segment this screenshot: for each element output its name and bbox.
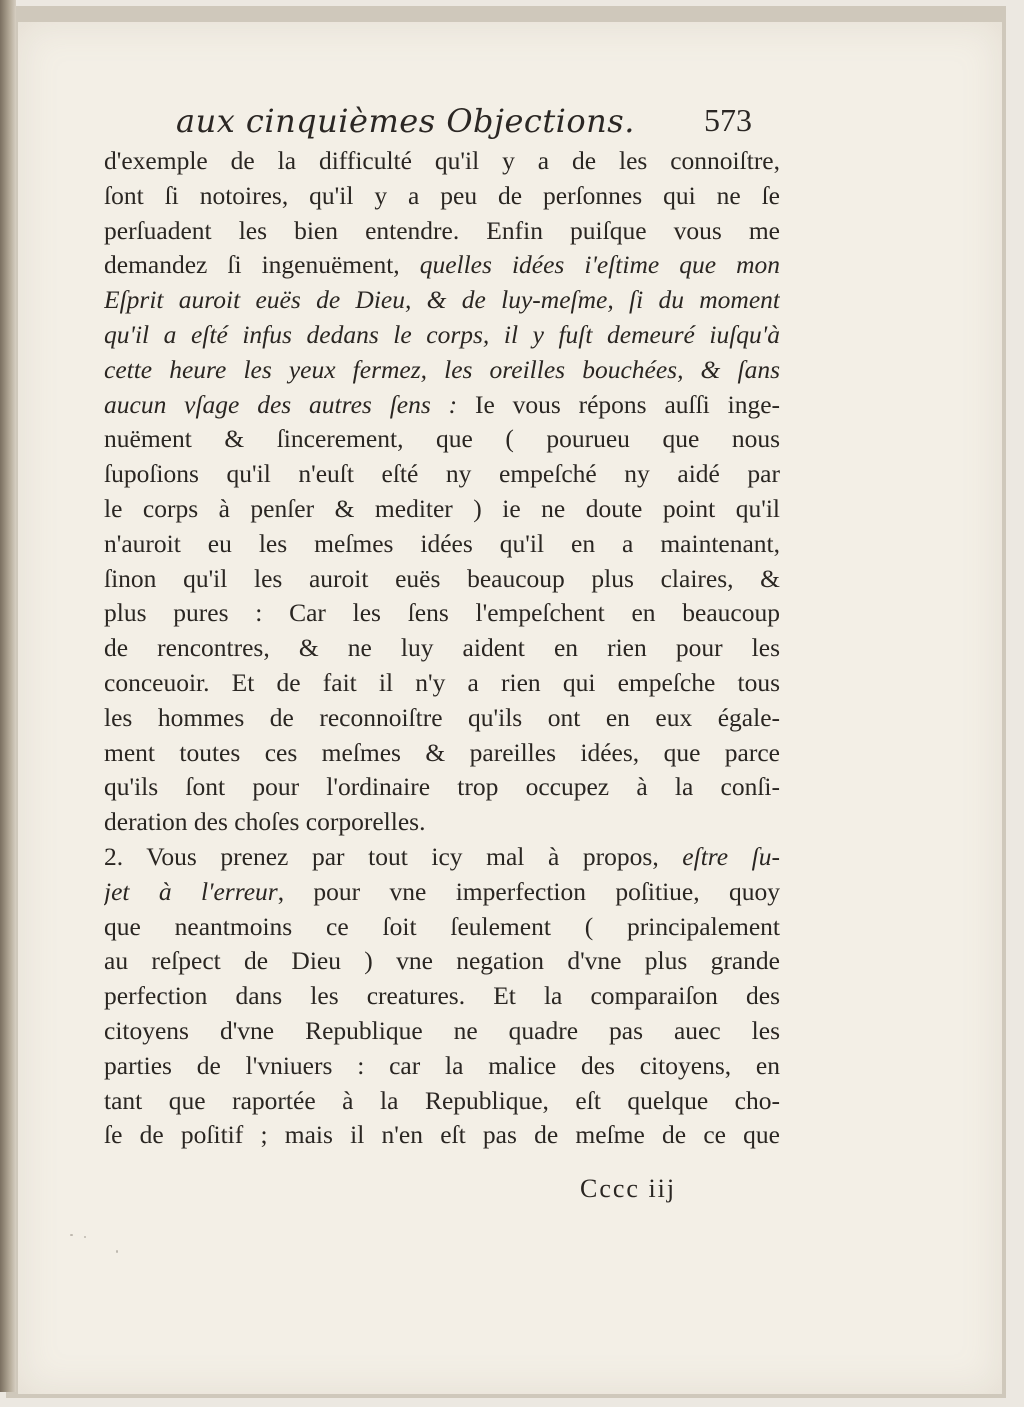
- text-segment: plus pures : Car les ſens l'empeſchent en beaucoup: [104, 598, 780, 628]
- italic-segment: cette heure les yeux fermez, les oreilles bouchées, & ſans: [104, 354, 780, 384]
- text-line: [104, 179, 780, 214]
- catchword: Cccc iij: [580, 1174, 677, 1203]
- text-segment: demandez ſi ingenuëment,: [104, 250, 420, 280]
- text-segment: parties de l'vniuers : car la malice des citoyens, en: [104, 1050, 780, 1080]
- text-line: [104, 422, 780, 457]
- text-segment: perſuadent les bien entendre. Enfin puiſque vous me: [104, 215, 780, 245]
- text-line: [104, 1014, 780, 1049]
- text-segment: les hommes de reconnoiſtre qu'ils ont en eux égale-: [104, 702, 780, 732]
- text-line: [104, 631, 780, 666]
- text-line: [104, 248, 780, 283]
- text-segment: tant que raportée à la Republique, eſt quelque cho-: [104, 1085, 780, 1115]
- body-text: [104, 144, 780, 1153]
- text-segment: citoyens d'vne Republique ne quadre pas auec les: [104, 1015, 780, 1045]
- text-segment: ment toutes ces meſmes & pareilles idées, que parce: [104, 737, 780, 767]
- text-segment: que neantmoins ce ſoit ſeulement ( principalement: [104, 911, 780, 941]
- text-segment: 2. Vous prenez par tout icy mal à propos,: [104, 841, 683, 871]
- italic-segment: quelles idées i'eſtime que mon: [419, 250, 780, 280]
- text-line: [104, 944, 780, 979]
- text-line: [104, 457, 780, 492]
- text-line: [104, 527, 780, 562]
- text-line: [104, 318, 780, 353]
- text-segment: deration des choſes corporelles.: [104, 807, 426, 837]
- text-line: [104, 596, 780, 631]
- paper-speck: [84, 1236, 86, 1238]
- text-segment: de rencontres, & ne luy aident en rien pour les: [104, 633, 780, 663]
- italic-segment: qu'il a eſté infus dedans le corps, il y fuſt demeuré iuſqu'à: [104, 319, 780, 349]
- text-line: [104, 666, 780, 701]
- italic-segment: eſtre ſu-: [682, 841, 780, 871]
- book-gutter: [0, 0, 16, 1392]
- italic-segment: aucun vſage des autres ſens :: [104, 389, 475, 419]
- text-line: [104, 701, 780, 736]
- paper-speck: [70, 1234, 73, 1236]
- text-line: [104, 1118, 780, 1153]
- text-segment: qu'ils ſont pour l'ordinaire trop occupez à la conſi-: [104, 772, 780, 802]
- text-line: [104, 910, 780, 945]
- text-segment: nuëment & ſincerement, que ( pourueu que nous: [104, 424, 780, 454]
- text-line: [104, 875, 780, 910]
- text-line: [104, 388, 780, 423]
- italic-segment: Eſprit auroit euës de Dieu, & de luy-meſme, ſi du moment: [104, 285, 780, 315]
- text-line: [104, 492, 780, 527]
- running-title: aux cinquièmes Objections.: [176, 102, 635, 140]
- text-line: [104, 144, 780, 179]
- text-segment: au reſpect de Dieu ) vne negation d'vne plus grande: [104, 946, 780, 976]
- text-segment: ſe de poſitif ; mais il n'en eſt pas de meſme de ce que: [104, 1120, 780, 1150]
- page-number: 573: [704, 102, 752, 138]
- text-segment: n'auroit eu les meſmes idées qu'il en a maintenant,: [104, 528, 780, 558]
- text-segment: , pour vne imperfection poſitiue, quoy: [277, 876, 780, 906]
- book-page: [18, 22, 1002, 1394]
- text-line: [104, 214, 780, 249]
- text-line: [104, 562, 780, 597]
- text-line: [104, 1049, 780, 1084]
- text-line: [104, 770, 780, 805]
- text-line: [104, 1084, 780, 1119]
- italic-segment: jet à l'erreur: [104, 876, 278, 906]
- text-line: [104, 353, 780, 388]
- text-segment: Ie vous répons auſſi inge-: [474, 389, 780, 419]
- text-segment: conceuoir. Et de fait il n'y a rien qui empeſche tous: [104, 667, 780, 697]
- text-line: [104, 979, 780, 1014]
- text-line: [104, 736, 780, 771]
- text-segment: d'exemple de la difficulté qu'il y a de les connoiſtre,: [104, 146, 780, 175]
- text-line: [104, 283, 780, 318]
- page-header: [18, 102, 1002, 146]
- text-line: [104, 840, 780, 875]
- text-segment: perfection dans les creatures. Et la comparaiſon des: [104, 981, 780, 1011]
- text-segment: ſont ſi notoires, qu'il y a peu de perſonnes qui ne ſe: [104, 180, 780, 210]
- text-segment: ſinon qu'il les auroit euës beaucoup plus claires, &: [104, 563, 780, 593]
- paper-speck: [116, 1250, 118, 1253]
- text-segment: le corps à penſer & mediter ) ie ne doute point qu'il: [104, 493, 780, 523]
- text-segment: ſupoſions qu'il n'euſt eſté ny empeſché ny aidé par: [104, 459, 780, 489]
- text-line: [104, 805, 780, 840]
